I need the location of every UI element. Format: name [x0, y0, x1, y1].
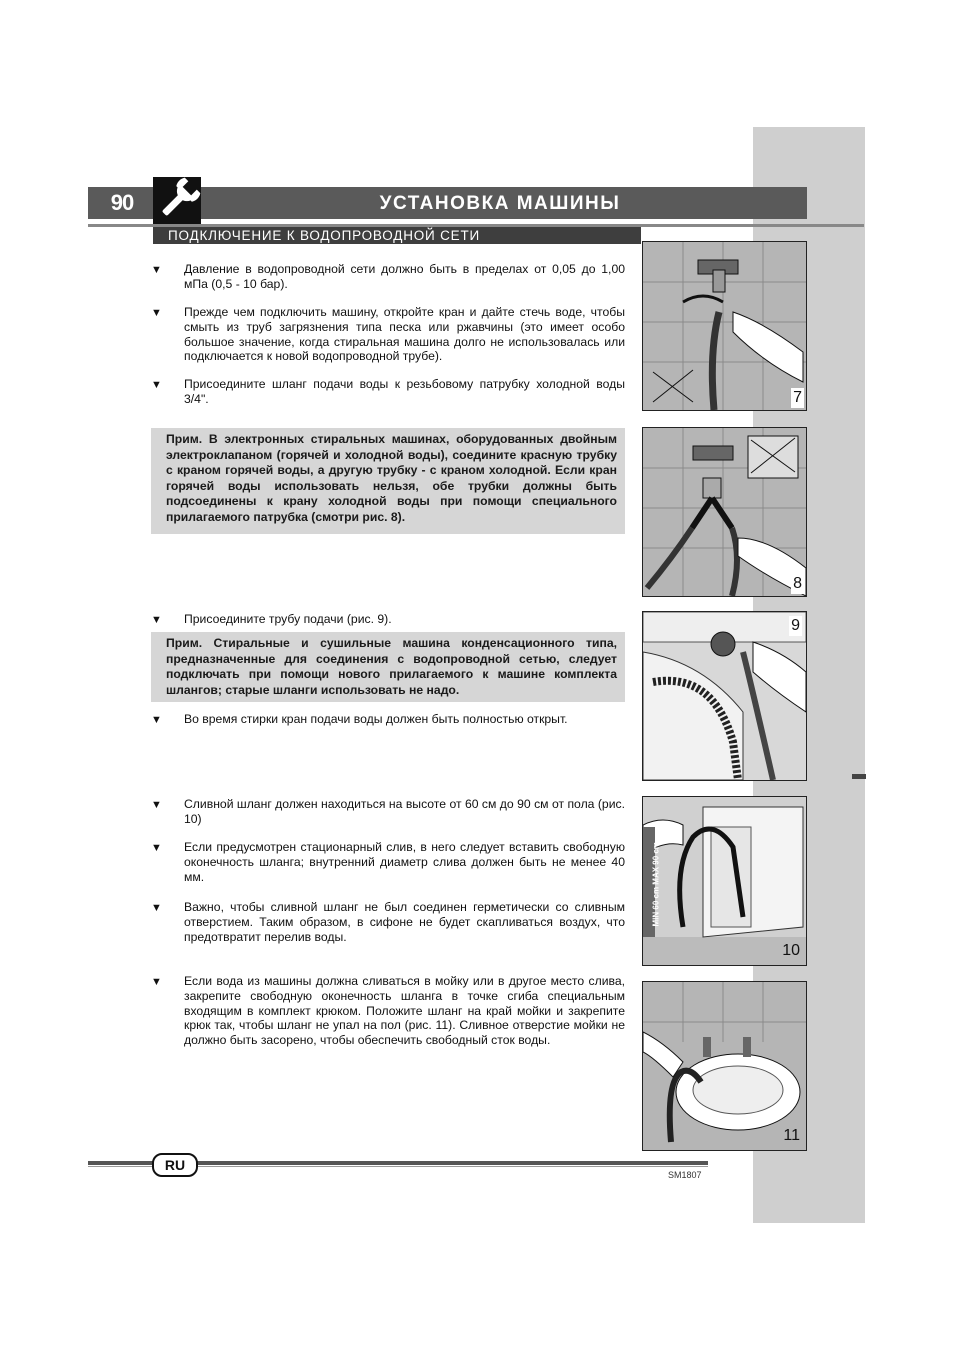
bullet-marker: ▼ [151, 714, 162, 726]
figure-number: 7 [793, 389, 802, 406]
page-title: УСТАНОВКА МАШИНЫ [379, 193, 621, 214]
page-number: 90 [110, 190, 134, 215]
bullet-marker: ▼ [151, 379, 162, 391]
figure-number: 8 [793, 575, 802, 592]
figure-8-y-connector [642, 427, 807, 597]
section-title: ПОДКЛЮЧЕНИЕ К ВОДОПРОВОДНОЙ СЕТИ [168, 228, 481, 243]
figure-7-tap-connection [642, 241, 807, 411]
figure-number: 9 [791, 617, 800, 634]
bullet-item [151, 612, 625, 627]
bullet-item [151, 974, 625, 1048]
figure-11-sink-drain [642, 981, 807, 1151]
bullet-marker: ▼ [151, 799, 162, 811]
side-tab-marker [852, 774, 866, 779]
bullet-marker: ▼ [151, 264, 162, 276]
bullet-item [151, 900, 625, 944]
bullet-text: Прежде чем подключить машину, откройте кран и дайте стечь воде, чтобы смыть из труб загрязнения типа песка или ржавчины (это имеет особо большое значение, когда стиральная машина долго не использовалась или подключается к новой водопроводной трубе). [184, 305, 625, 364]
bullet-item [151, 377, 625, 407]
bullet-item [151, 262, 625, 292]
figure-number: 10 [782, 942, 800, 959]
bullet-text: Сливной шланг должен находиться на высоте от 60 см до 90 см от пола (рис. 10) [184, 797, 625, 826]
bullet-marker: ▼ [151, 307, 162, 319]
document-code: SM1807 [668, 1170, 702, 1180]
bullet-text: Присоедините трубу подачи (рис. 9). [184, 612, 392, 626]
bullet-marker: ▼ [151, 842, 162, 854]
bullet-item [151, 305, 625, 364]
note-box: Прим. В электронных стиральных машинах, оборудованных двойным электроклапаном (горячей и холодной воды), соедините красную трубку с краном горячей воды, а другую трубку - с краном холодной. Если кран горячей воды использовать нельзя, обе трубки должны быть подсоединены к крану холодной воды при помощи специального прилагаемого патрубка (смотри рис. 8). [151, 428, 625, 534]
figure-number: 11 [783, 1127, 800, 1144]
bullet-marker: ▼ [151, 976, 162, 988]
language-badge: RU [152, 1153, 198, 1177]
bullet-marker: ▼ [151, 902, 162, 914]
bullet-item [151, 797, 625, 827]
figure-10-drain-height [642, 796, 807, 966]
bullet-item [151, 712, 625, 727]
height-scale-label: MIN 60 cm MAX 90 cm [651, 842, 661, 927]
bullet-text: Давление в водопроводной сети должно быть в пределах от 0,05 до 1,00 мПа (0,5 - 10 бар). [184, 262, 625, 291]
bullet-text: Если предусмотрен стационарный слив, в него следует вставить свободную оконечность шланга; внутренний диаметр слива должен быть не менее 40 мм. [184, 840, 625, 884]
note-box: Прим. Стиральные и сушильные машина конденсационного типа, предназначенные для соединения с водопроводной сетью, следует подключать при помощи нового прилагаемого к машине комплекта шлангов; старые шланги использовать не надо. [151, 632, 625, 702]
wrench-icon [153, 177, 201, 225]
figure-9-inlet-pipe [642, 611, 807, 781]
bullet-text: Если вода из машины должна сливаться в мойку или в другое место слива, закрепите свободную оконечность шланга в точке сгиба специальным входящим в комплект крюком. Положите шланг на край мойки и закрепите крюк так, чтобы шланг не упал на пол (рис. 11). Сливное отверстие мойки не должно быть засорено, чтобы обеспечить свободный сток воды. [184, 974, 625, 1048]
bullet-text: Присоедините шланг подачи воды к резьбовому патрубку холодной воды 3/4". [184, 377, 625, 406]
bullet-item [151, 840, 625, 884]
bullet-marker: ▼ [151, 614, 162, 626]
bullet-text: Важно, чтобы сливной шланг не был соединен герметически со сливным отверстием. Таким образом, в сифоне не будет скапливаться воздух, что предотвратит перелив воды. [184, 900, 625, 944]
bullet-text: Во время стирки кран подачи воды должен быть полностью открыт. [184, 712, 568, 726]
